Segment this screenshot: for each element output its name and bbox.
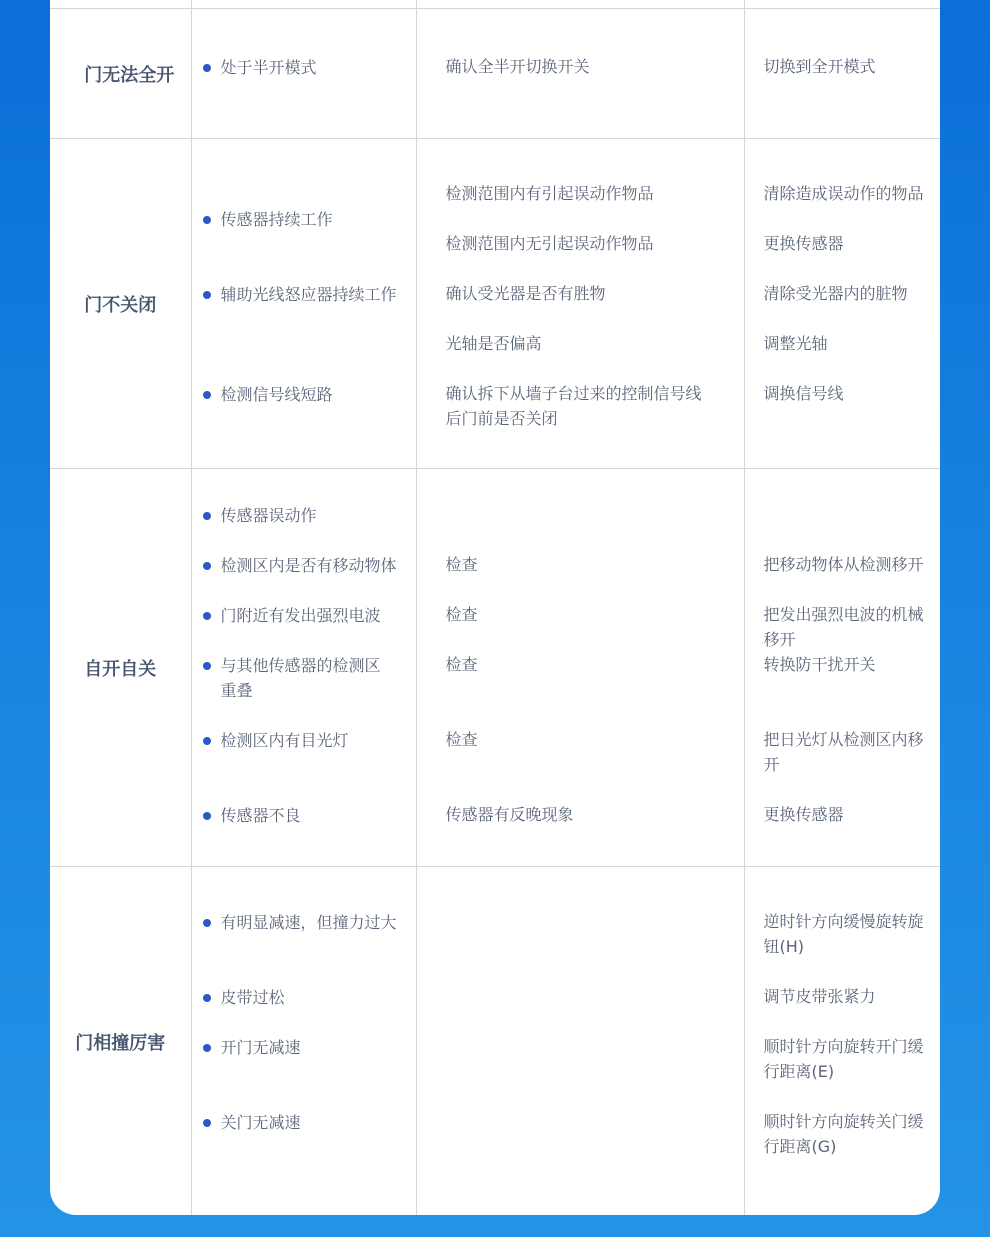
cause-item: 检测区内有目光灯 bbox=[221, 728, 411, 753]
cause-cell bbox=[191, 469, 416, 867]
troubleshooting-table bbox=[50, 0, 940, 1215]
fix-item: 把日光灯从检测区内移开 bbox=[763, 730, 924, 774]
cause-item: 辅助光线怒应器持续工作 bbox=[221, 282, 411, 307]
category-cell: 门不关闭 bbox=[50, 139, 191, 469]
cause-item: 开门无减速 bbox=[221, 1035, 411, 1060]
fix-item: 切换到全开模式 bbox=[763, 57, 876, 76]
check-item: 光轴是否偏高 bbox=[445, 334, 542, 353]
category-cell: 门相撞厉害 bbox=[50, 867, 191, 1216]
cause-item: 与其他传感器的检测区重叠 bbox=[221, 653, 396, 703]
cause-item: 检测信号线短路 bbox=[221, 382, 411, 407]
check-item: 检查 bbox=[445, 555, 478, 574]
table-row-top-edge bbox=[50, 0, 940, 9]
check-item: 检查 bbox=[445, 655, 478, 674]
cause-item: 传感器持续工作 bbox=[221, 207, 411, 232]
fix-item: 调整光轴 bbox=[763, 334, 828, 353]
fix-item: 顺时针方向旋转关门缓行距离(G) bbox=[763, 1112, 924, 1156]
cause-cell bbox=[191, 9, 416, 139]
table-cell bbox=[744, 0, 940, 9]
check-item: 检查 bbox=[445, 730, 478, 749]
fix-item: 把移动物体从检测移开 bbox=[763, 555, 924, 574]
cause-item: 传感器不良 bbox=[221, 803, 411, 828]
fix-item: 清除受光器内的脏物 bbox=[763, 284, 908, 303]
fix-cell bbox=[744, 469, 940, 867]
troubleshooting-card bbox=[50, 0, 940, 1215]
fix-item: 更换传感器 bbox=[763, 805, 844, 824]
table-row bbox=[50, 867, 940, 1216]
check-cell bbox=[416, 469, 744, 867]
table-row bbox=[50, 9, 940, 139]
fix-item: 清除造成误动作的物品 bbox=[763, 184, 924, 203]
check-item: 确认受光器是否有胜物 bbox=[445, 284, 606, 303]
fix-item: 更换传感器 bbox=[763, 234, 844, 253]
table-cell bbox=[50, 0, 191, 9]
category-cell: 门无法全开 bbox=[50, 9, 191, 139]
table-cell bbox=[416, 0, 744, 9]
fix-item: 把发出强烈电波的机械移开 bbox=[763, 605, 924, 649]
cause-item: 检测区内是否有移动物体 bbox=[221, 553, 411, 578]
fix-item: 顺时针方向旋转开门缓行距离(E) bbox=[763, 1037, 924, 1081]
fix-cell bbox=[744, 139, 940, 469]
check-item: 检测范围内有引起误动作物品 bbox=[445, 184, 654, 203]
cause-cell bbox=[191, 867, 416, 1216]
fix-item: 调换信号线 bbox=[763, 384, 844, 403]
cause-item: 门附近有发出强烈电波 bbox=[221, 603, 411, 628]
check-cell bbox=[416, 9, 744, 139]
fix-item: 逆时针方向缓慢旋转旋钮(H) bbox=[763, 912, 924, 956]
fix-item: 调节皮带张紧力 bbox=[763, 987, 876, 1006]
check-item: 传感器有反晚现象 bbox=[445, 805, 574, 824]
table-row bbox=[50, 139, 940, 469]
check-item: 检查 bbox=[445, 605, 478, 624]
cause-item: 处于半开模式 bbox=[221, 55, 411, 80]
fix-cell bbox=[744, 867, 940, 1216]
table-row bbox=[50, 469, 940, 867]
check-item: 检测范围内无引起误动作物品 bbox=[445, 234, 654, 253]
fix-item: 转换防干扰开关 bbox=[763, 655, 876, 674]
cause-item: 传感器误动作 bbox=[221, 503, 411, 528]
check-item: 确认拆下从墙子台过来的控制信号线后门前是否关闭 bbox=[445, 384, 702, 428]
cause-item: 皮带过松 bbox=[221, 985, 411, 1010]
cause-cell bbox=[191, 139, 416, 469]
check-cell bbox=[416, 867, 744, 1216]
category-cell: 自开自关 bbox=[50, 469, 191, 867]
check-cell bbox=[416, 139, 744, 469]
check-item: 确认全半开切换开关 bbox=[445, 57, 590, 76]
fix-cell bbox=[744, 9, 940, 139]
table-cell bbox=[191, 0, 416, 9]
cause-item: 有明显减速，但撞力过大 bbox=[221, 910, 411, 935]
cause-item: 关门无减速 bbox=[221, 1110, 411, 1135]
